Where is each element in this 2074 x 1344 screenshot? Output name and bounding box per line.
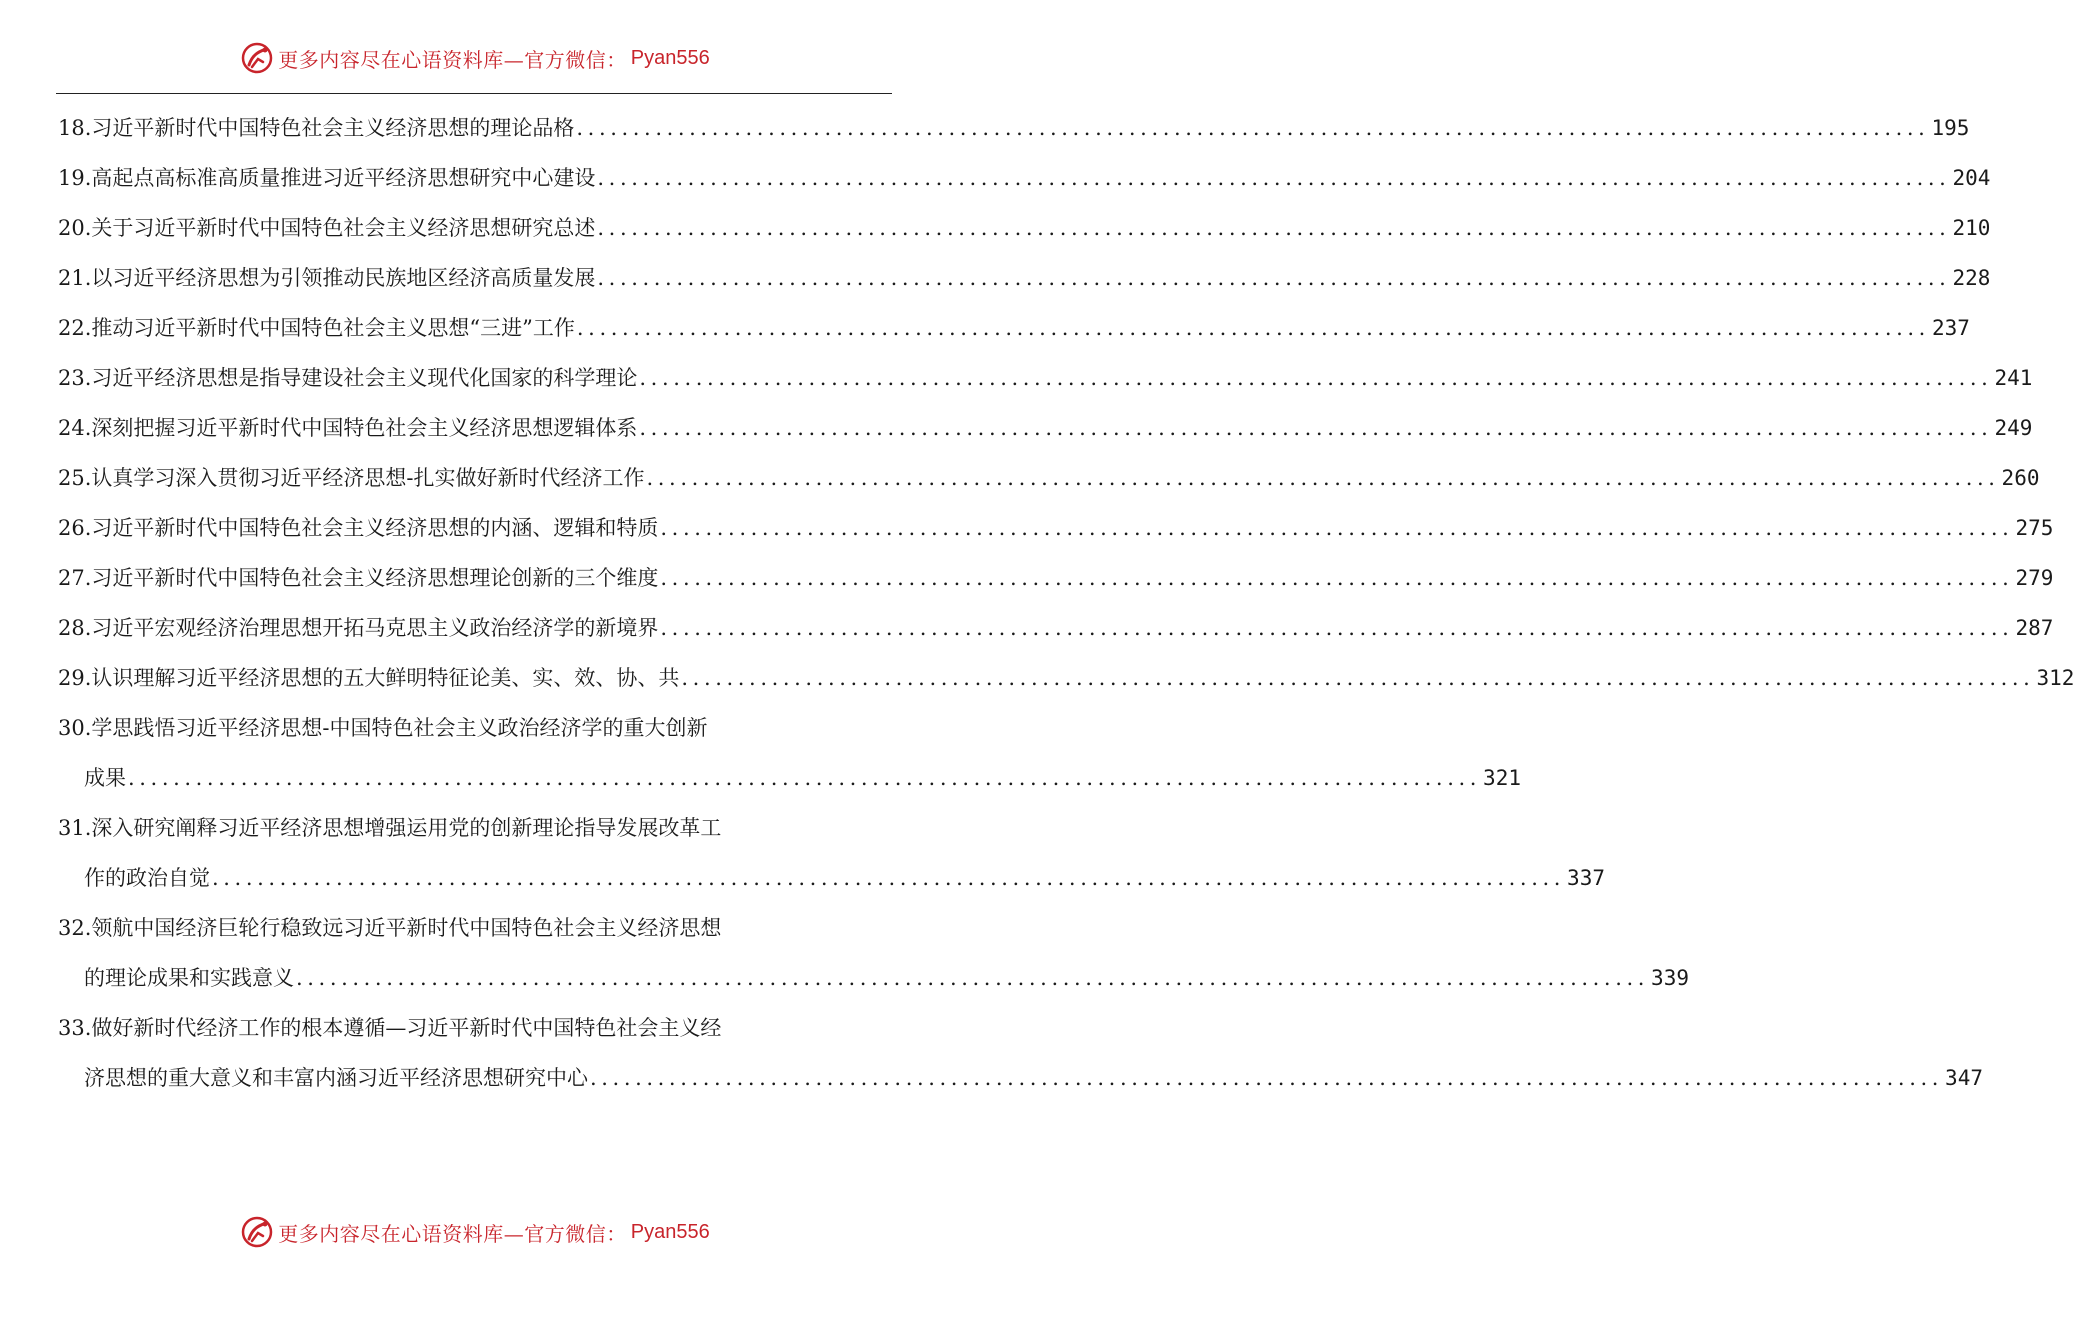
toc-entry[interactable]: [58, 103, 1970, 153]
toc-entry-line: [58, 703, 892, 753]
toc-entry-line: [58, 253, 1991, 303]
toc-entry-title: 学思践悟习近平经济思想-中国特色社会主义政治经济学的重大创新: [91, 716, 708, 740]
dot-leader: ........................................................................................................................: [212, 866, 1566, 890]
toc-entry-line: [58, 353, 2033, 403]
toc-entry-line: [58, 1053, 1983, 1103]
toc-entry-number: 25.: [58, 466, 92, 490]
toc-entry-page-number: 312: [2036, 666, 2074, 690]
toc-entry-page-number: 195: [1931, 116, 1970, 140]
toc-entry[interactable]: [58, 153, 1991, 203]
toc-entry-number: 18.: [58, 116, 92, 140]
toc-entry-number: 20.: [58, 216, 92, 240]
toc-entry-page-number: 260: [2001, 466, 2040, 490]
toc-entry-title-continued: 成果: [84, 766, 126, 790]
toc-entry-page-number: 321: [1483, 766, 1521, 790]
table-of-contents: [58, 103, 2074, 1103]
dot-leader: ........................................................................................................................: [597, 216, 1951, 240]
toc-entry-page-number: 275: [2015, 516, 2054, 540]
toc-entry[interactable]: [58, 603, 2054, 653]
toc-entry-title-continued: 济思想的重大意义和丰富内涵习近平经济思想研究中心: [84, 1066, 588, 1090]
toc-entry[interactable]: [58, 803, 1605, 903]
dot-leader: ........................................................................................................................: [597, 166, 1951, 190]
toc-entry[interactable]: [58, 653, 2074, 703]
toc-entry-number: 23.: [58, 366, 92, 390]
toc-entry-line: [58, 853, 1605, 903]
toc-entry-line: [58, 103, 1970, 153]
dot-leader: ........................................................................................................................: [660, 616, 2014, 640]
footer-watermark: [0, 1212, 950, 1252]
toc-entry[interactable]: [58, 303, 1970, 353]
dot-leader: ........................................................................................................................: [681, 666, 2035, 690]
watermark-text: 更多内容尽在心语资料库—官方微信：: [278, 47, 627, 72]
dot-leader: ........................................................................................................................: [660, 566, 2014, 590]
watermark-text: 更多内容尽在心语资料库—官方微信：: [278, 1221, 627, 1246]
toc-entry[interactable]: [58, 503, 2054, 553]
toc-entry-number: 32.: [58, 916, 92, 940]
toc-entry-number: 29.: [58, 666, 92, 690]
toc-entry-title: 推动习近平新时代中国特色社会主义思想“三进”工作: [91, 316, 575, 340]
toc-entry-number: 30.: [58, 716, 92, 740]
toc-entry-title: 认识理解习近平经济思想的五大鲜明特征论美、实、效、协、共: [91, 666, 680, 690]
dot-leader: ........................................................................................................................: [597, 266, 1951, 290]
toc-entry[interactable]: [58, 253, 1991, 303]
toc-entry-number: 27.: [58, 566, 92, 590]
watermark-wechat-id: Pyan556: [630, 1220, 710, 1243]
dot-leader: ........................................................................................................................: [639, 366, 1993, 390]
brand-logo-icon: [240, 1215, 274, 1249]
dot-leader: ........................................................................................................................: [296, 966, 1650, 990]
toc-entry-title: 做好新时代经济工作的根本遵循—习近平新时代中国特色社会主义经: [91, 1016, 722, 1040]
toc-entry-title: 领航中国经济巨轮行稳致远习近平新时代中国特色社会主义经济思想: [91, 916, 722, 940]
toc-entry-page-number: 339: [1651, 966, 1689, 990]
toc-entry-title: 认真学习深入贯彻习近平经济思想-扎实做好新时代经济工作: [91, 466, 645, 490]
toc-entry-number: 26.: [58, 516, 92, 540]
toc-entry[interactable]: [58, 903, 1689, 1003]
toc-entry-line: [58, 903, 892, 953]
toc-entry-line: [58, 803, 892, 853]
toc-entry-number: 21.: [58, 266, 92, 290]
toc-entry-number: 19.: [58, 166, 92, 190]
header-divider: [56, 93, 892, 94]
toc-entry[interactable]: [58, 353, 2033, 403]
toc-entry-title: 以习近平经济思想为引领推动民族地区经济高质量发展: [91, 266, 596, 290]
toc-entry-page-number: 249: [1994, 416, 2033, 440]
brand-logo-icon: [240, 41, 274, 75]
toc-entry-number: 22.: [58, 316, 92, 340]
toc-entry-number: 28.: [58, 616, 92, 640]
toc-entry-title-continued: 作的政治自觉: [84, 866, 210, 890]
toc-entry-page-number: 241: [1994, 366, 2033, 390]
dot-leader: ........................................................................................................................: [128, 766, 1482, 790]
toc-entry-line: [58, 403, 2033, 453]
toc-entry-line: [58, 1003, 892, 1053]
toc-entry-line: [58, 603, 2054, 653]
toc-entry-title: 关于习近平新时代中国特色社会主义经济思想研究总述: [91, 216, 596, 240]
toc-entry-line: [58, 203, 1991, 253]
toc-entry-line: [58, 653, 2074, 703]
toc-entry[interactable]: [58, 403, 2033, 453]
toc-entry-title-continued: 的理论成果和实践意义: [84, 966, 294, 990]
toc-entry-title: 高起点高标准高质量推进习近平经济思想研究中心建设: [91, 166, 596, 190]
toc-entry-page-number: 337: [1567, 866, 1605, 890]
toc-entry[interactable]: [58, 453, 2040, 503]
toc-entry[interactable]: [58, 553, 2054, 603]
toc-entry-page-number: 204: [1952, 166, 1991, 190]
toc-entry-page-number: 237: [1931, 316, 1970, 340]
toc-entry-title: 习近平经济思想是指导建设社会主义现代化国家的科学理论: [91, 366, 638, 390]
toc-entry-page-number: 228: [1952, 266, 1991, 290]
toc-entry-title: 习近平新时代中国特色社会主义经济思想的内涵、逻辑和特质: [91, 516, 659, 540]
toc-entry-page-number: 279: [2015, 566, 2054, 590]
header-watermark: [0, 38, 950, 78]
dot-leader: ........................................................................................................................: [590, 1066, 1944, 1090]
toc-entry-number: 31.: [58, 816, 92, 840]
toc-entry-number: 33.: [58, 1016, 92, 1040]
dot-leader: ........................................................................................................................: [576, 116, 1930, 140]
toc-entry-line: [58, 553, 2054, 603]
watermark-wechat-id: Pyan556: [630, 46, 710, 69]
toc-entry-title: 习近平新时代中国特色社会主义经济思想的理论品格: [91, 116, 575, 140]
dot-leader: ........................................................................................................................: [646, 466, 2000, 490]
toc-entry-line: [58, 753, 1521, 803]
toc-entry-title: 习近平新时代中国特色社会主义经济思想理论创新的三个维度: [91, 566, 659, 590]
toc-entry-line: [58, 453, 2040, 503]
toc-entry-line: [58, 503, 2054, 553]
dot-leader: ........................................................................................................................: [639, 416, 1993, 440]
dot-leader: ........................................................................................................................: [660, 516, 2014, 540]
toc-entry[interactable]: [58, 703, 1521, 803]
toc-entry[interactable]: [58, 1003, 1983, 1103]
toc-entry-page-number: 347: [1945, 1066, 1983, 1090]
toc-entry-line: [58, 153, 1991, 203]
toc-entry[interactable]: [58, 203, 1991, 253]
dot-leader: ........................................................................................................................: [576, 316, 1930, 340]
toc-entry-line: [58, 953, 1689, 1003]
toc-entry-number: 24.: [58, 416, 92, 440]
toc-entry-page-number: 210: [1952, 216, 1991, 240]
toc-entry-line: [58, 303, 1970, 353]
toc-entry-page-number: 287: [2015, 616, 2054, 640]
toc-entry-title: 习近平宏观经济治理思想开拓马克思主义政治经济学的新境界: [91, 616, 659, 640]
toc-entry-title: 深入研究阐释习近平经济思想增强运用党的创新理论指导发展改革工: [91, 816, 722, 840]
toc-entry-title: 深刻把握习近平新时代中国特色社会主义经济思想逻辑体系: [91, 416, 638, 440]
